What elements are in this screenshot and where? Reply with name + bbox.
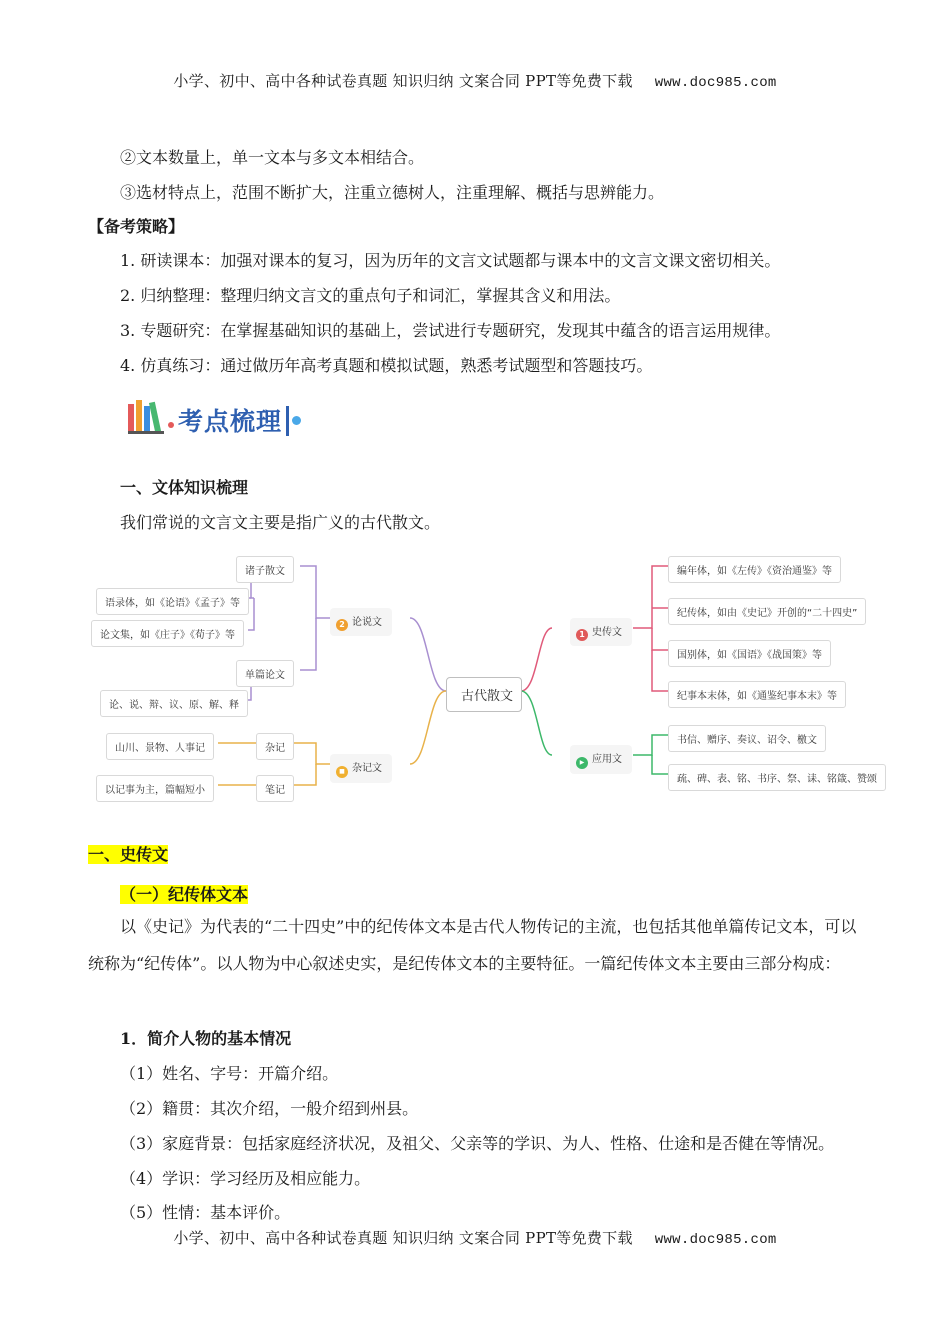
branch-yingyong [570, 745, 632, 774]
section2-paragraph: 以《史记》为代表的“二十四史”中的纪传体文本是古代人物传记的主流，也包括其他单篇传记文本，可以统称为“纪传体”。以人物为中心叙述史实，是纪传体文本的主要特征。一篇纪传体文本主要由三部分构成： [88, 917, 857, 973]
connector-guobie [652, 628, 668, 650]
section1-heading: 一、文体知识梳理 [120, 478, 249, 497]
detail-item-1: （1）姓名、字号：开篇介绍。 [120, 1064, 339, 1083]
badge-yingyong: ▶ [576, 757, 588, 769]
node-shuxin: 书信、赠序、奏议、诏令、檄文 [668, 725, 826, 752]
node-biannian: 编年体，如《左传》《资治通鉴》等 [668, 556, 841, 583]
logo-dot [168, 422, 174, 428]
connector-shuxin [633, 735, 668, 755]
branch-lunshuo [330, 608, 392, 636]
node-shu: 疏、碑、表、铭、书序、祭、诔、铭箴、赞颂 [668, 764, 886, 791]
connector-jishi [652, 650, 668, 691]
node-danpian: 单篇论文 [236, 660, 294, 687]
node-shanchuan: 山川、景物、人事记 [106, 733, 214, 760]
detail-item-5: （5）性情：基本评价。 [120, 1203, 291, 1222]
node-jishi: 纪事本末体，如《通鉴纪事本末》等 [668, 681, 846, 708]
intro-line-1: ②文本数量上，单一文本与多文本相结合。 [120, 148, 425, 167]
node-biji: 笔记 [256, 775, 294, 802]
branch-lunshuo-label: 论说文 [352, 617, 382, 628]
logo-bar [286, 406, 289, 436]
connector-root-yingyong [521, 691, 552, 755]
connector-root-shizhuan [521, 628, 552, 691]
connector-zaji-node [293, 743, 331, 764]
branch-zaji [330, 754, 392, 783]
header-site[interactable]: www.doc985.com [654, 75, 777, 91]
node-lun: 论、说、辩、议、原、解、释 [100, 690, 248, 717]
section2-heading-text: 一、史传文 [88, 845, 169, 864]
header-text: 小学、初中、高中各种试卷真题 知识归纳 文案合同 PPT等免费下载 [173, 72, 633, 90]
branch-shizhuan [570, 618, 632, 646]
node-zaji: 杂记 [256, 733, 294, 760]
footer-text: 小学、初中、高中各种试卷真题 知识归纳 文案合同 PPT等免费下载 [173, 1229, 633, 1247]
detail-item-4: （4）学识：学习经历及相应能力。 [120, 1169, 371, 1188]
branch-shizhuan-label: 史传文 [592, 627, 622, 638]
connector-danpian [300, 618, 316, 670]
mindmap [88, 548, 908, 808]
logo-dot-blue [292, 416, 301, 425]
strategy-item-4: 4. 仿真练习：通过做历年高考真题和模拟试题，熟悉考试题型和答题技巧。 [120, 356, 653, 375]
section2-heading [88, 842, 168, 865]
strategy-item-2: 2. 归纳整理：整理归纳文言文的重点句子和词汇，掌握其含义和用法。 [120, 286, 621, 305]
node-lunwen: 论文集，如《庄子》《荀子》等 [91, 620, 244, 647]
strategy-heading: 【备考策略】 [88, 217, 185, 236]
mindmap-root: 古代散文 [446, 677, 522, 712]
connector-root-lunshuo [410, 618, 446, 691]
connector-root-zaji [410, 691, 446, 764]
detail-item-2: （2）籍贯：其次介绍，一般介绍到州县。 [120, 1099, 419, 1118]
intro-line-2: ③选材特点上，范围不断扩大，注重立德树人，注重理解、概括与思辨能力。 [120, 183, 665, 202]
badge-1: 1 [576, 629, 588, 641]
branch-yingyong-label: 应用文 [592, 754, 622, 765]
point1-heading: 1．简介人物的基本情况 [120, 1029, 292, 1048]
books-icon [128, 400, 168, 434]
section2-sub-text: （一）纪传体文本 [120, 885, 249, 904]
section2-sub [120, 882, 248, 905]
detail-item-3: （3）家庭背景：包括家庭经济状况，及祖父、父亲等的学识、为人、性格、仕途和是否健在等情况。 [120, 1134, 835, 1153]
node-zhuzi: 诸子散文 [236, 556, 294, 583]
strategy-item-1: 1. 研读课本：加强对课本的复习，因为历年的文言文试题都与课本中的文言文课文密切相关。 [120, 251, 781, 270]
node-jizhuan: 纪传体，如由《史记》开创的“二十四史” [668, 598, 866, 625]
node-yulu: 语录体，如《论语》《孟子》等 [96, 588, 249, 615]
branch-zaji-label: 杂记文 [352, 763, 382, 774]
node-guobie: 国别体，如《国语》《战国策》等 [668, 640, 831, 667]
connector-biji-node [293, 764, 316, 785]
connector-zhuzi [300, 566, 331, 618]
footer-site[interactable]: www.doc985.com [654, 1232, 777, 1248]
strategy-item-3: 3. 专题研究：在掌握基础知识的基础上，尝试进行专题研究，发现其中蕴含的语言运用规律。 [120, 321, 781, 340]
connector-biannian [633, 566, 668, 628]
badge-2: 2 [336, 619, 348, 631]
badge-zaji: ■ [336, 766, 348, 778]
page-footer [0, 1227, 950, 1248]
page-header [0, 70, 950, 91]
logo-text: 考点梳理 [178, 407, 283, 436]
connector-shu [652, 755, 668, 774]
node-yijishi: 以记事为主，篇幅短小 [96, 775, 214, 802]
kaodian-logo [124, 392, 304, 446]
section1-text: 我们常说的文言文主要是指广义的古代散文。 [120, 513, 441, 532]
